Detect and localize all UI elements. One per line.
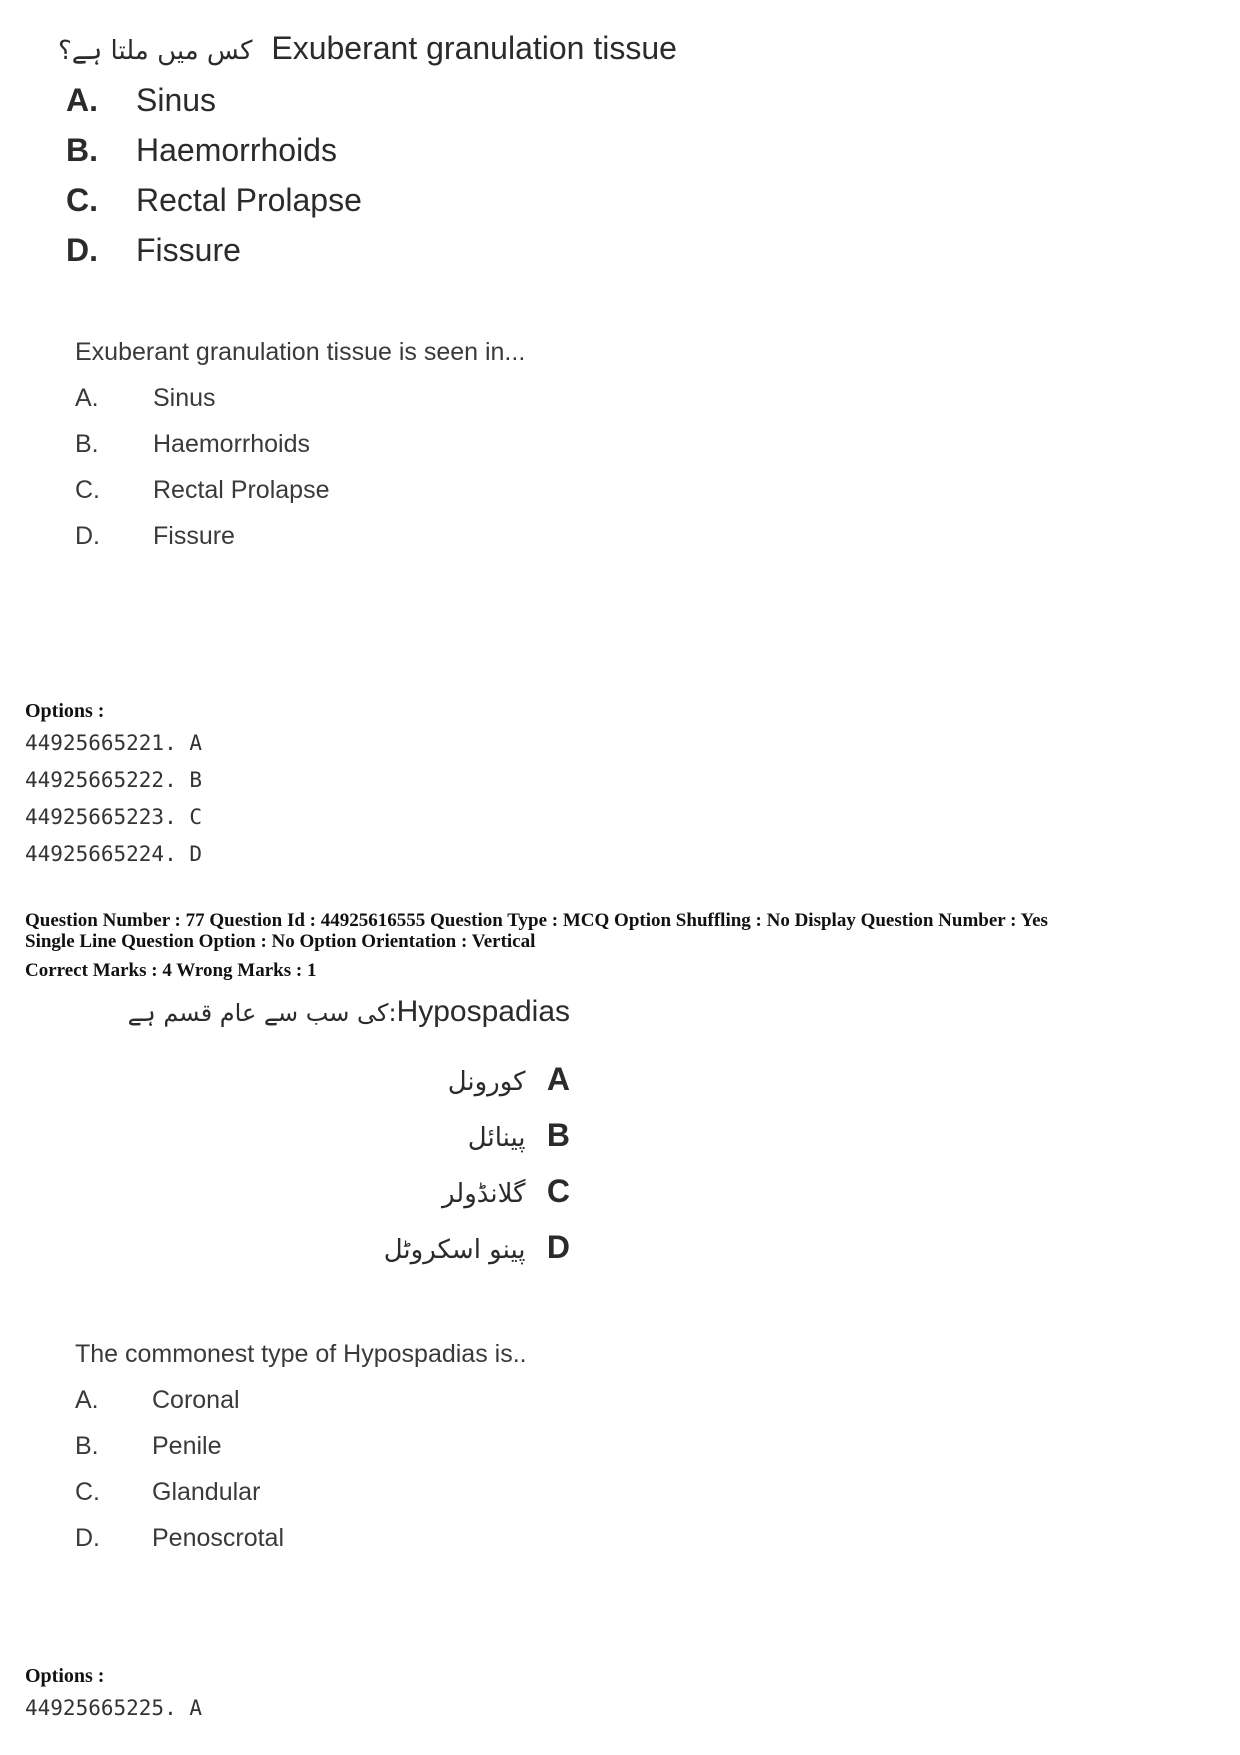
option-text: Haemorrhoids [153,430,311,458]
option-text: پینائل [467,1123,526,1153]
q77-urdu-question-text: کی سب سے عام قسم ہے: [127,999,397,1027]
q76-option-id-4: 44925665224. D [25,842,203,866]
option-text: Fissure [136,232,241,268]
option-letter: B [546,1117,570,1153]
option-letter: B. [66,132,98,168]
option-text: Sinus [153,384,216,412]
q76-option-id-1: 44925665221. A [25,731,203,755]
option-letter: D. [66,232,98,268]
q77-urdu-option-b [468,1117,570,1154]
option-text: Glandular [152,1478,261,1506]
q77-urdu-question-en: Hypospadias [396,995,570,1028]
q76-english-option-a [75,384,216,413]
q77-english-option-b [75,1432,222,1461]
option-text: Fissure [153,522,235,550]
option-letter: C. [75,1478,100,1506]
q77-urdu-option-c [442,1173,570,1210]
option-letter: C. [75,476,100,504]
q76-english-image [75,338,675,578]
q76-urdu-question-en: Exuberant granulation tissue [271,30,677,66]
q77-meta-line1: Question Number : 77 Question Id : 44925616555 Question Type : MCQ Option Shuffling : No Display Question Number : Yes [25,910,1048,931]
q77-options-label: Options : [25,1665,105,1687]
q77-english-option-a [75,1386,240,1415]
option-text: Haemorrhoids [136,132,337,168]
option-text: Sinus [136,82,217,118]
option-text: Rectal Prolapse [153,476,330,504]
option-text: گلانڈولر [441,1179,526,1209]
option-letter: A. [66,82,98,118]
q76-option-id-3: 44925665223. C [25,805,203,829]
q77-meta-line3: Correct Marks : 4 Wrong Marks : 1 [25,960,317,981]
q77-english-option-c [75,1478,260,1507]
q76-urdu-option-a [66,82,216,119]
q77-urdu-option-d [384,1229,570,1266]
q76-urdu-image [58,30,758,300]
option-letter: B. [75,1432,99,1460]
option-letter: A [546,1061,570,1097]
q77-urdu-option-a [448,1061,570,1098]
q76-urdu-question-line [58,30,677,67]
q77-meta-line2: Single Line Question Option : No Option Orientation : Vertical [25,931,536,952]
option-text: کورونل [447,1067,526,1097]
q77-english-option-d [75,1524,284,1553]
q77-english-image [75,1340,675,1580]
option-letter: C [546,1173,570,1209]
q76-english-option-d [75,522,235,551]
option-text: Penile [152,1432,222,1460]
option-letter: C. [66,182,98,218]
q76-english-option-c [75,476,329,505]
q77-urdu-question-line [128,995,570,1029]
q77-option-id-1: 44925665225. A [25,1696,203,1720]
option-letter: B. [75,430,99,458]
option-text: Penoscrotal [152,1524,285,1552]
option-text: Rectal Prolapse [136,182,362,218]
option-letter: A. [75,1386,99,1414]
q76-urdu-option-b [66,132,337,169]
option-letter: D [546,1229,570,1265]
option-letter: D. [75,1524,100,1552]
q76-options-label: Options : [25,700,105,722]
q77-english-question: The commonest type of Hypospadias is.. [75,1340,527,1368]
q76-english-question: Exuberant granulation tissue is seen in... [75,338,526,366]
option-text: پینو اسکروٹل [383,1235,526,1265]
q77-urdu-image [50,995,570,1285]
option-letter: D. [75,522,100,550]
q76-english-option-b [75,430,310,459]
option-text: Coronal [152,1386,240,1414]
option-letter: A. [75,384,99,412]
q76-urdu-option-c [66,182,362,219]
q76-urdu-option-d [66,232,241,269]
q76-urdu-question-text: کس میں ملتا ہے؟ [58,36,253,66]
q76-option-id-2: 44925665222. B [25,768,203,792]
